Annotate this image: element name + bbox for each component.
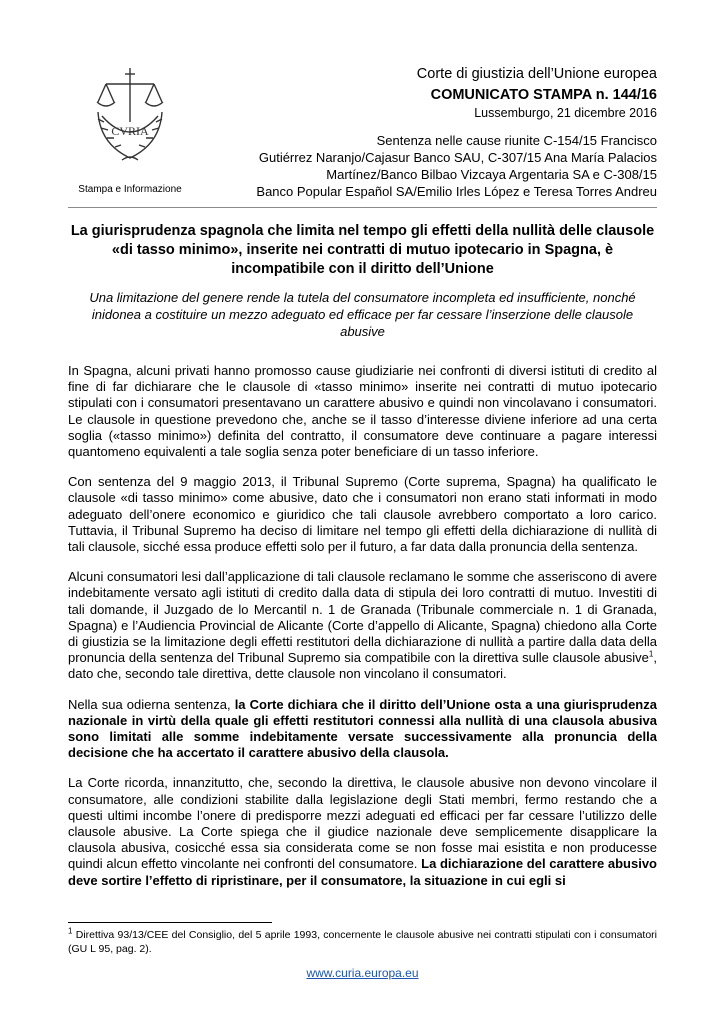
paragraph-text: La Corte ricorda, innanzitutto, che, secondo la direttiva, le clausole abusive non devono vincolare il consumatore, alle condizioni stabilite dalla legislazione degli Stati membri, fermo restando che a questi ultimi incombe l’onere di predisporre mezzi adeguati ed efficaci per far cessare l’utilizzo delle clausole abusive. La Corte spiega che il giudice nazionale deve semplicemente disapplicare la clausola abusiva, cosicché essa sia considerata come se non fosse mai esistita e non producesse quindi alcun effetto vincolante nei confronti del consumatore. xyxy=(68,775,657,872)
footnote-divider xyxy=(68,922,272,923)
paragraph xyxy=(68,569,657,682)
court-name: Corte di giustizia dell’Unione europea xyxy=(416,66,657,82)
case-line: Gutiérrez Naranjo/Cajasur Banco SAU, C-307/15 Ana María Palacios xyxy=(258,150,657,165)
case-line: Sentenza nelle cause riunite C-154/15 Francisco xyxy=(376,133,657,148)
ruling-highlight: la Corte dichiara che il diritto dell’Unione osta a una giurisprudenza nazionale in virtù della quale gli effetti restitutori connessi alla nullità di una clausola abusiva sono limitati alle somme indebitamente versate successivamente alla pronuncia della decisione che ha accertato il carattere abusivo della clausola. xyxy=(68,696,657,761)
logo-text: CVRIA xyxy=(111,124,149,138)
headline: La giurisprudenza spagnola che limita nel tempo gli effetti della nullità delle clausole «di tasso minimo», inserite nei contratti di mutuo ipotecario in Spagna, è incompatibile con il diritto dell’Unione xyxy=(70,223,655,277)
paragraph: In Spagna, alcuni privati hanno promosso cause giudiziarie nei confronti di diversi istituti di credito al fine di far dichiarare che le clausole di «tasso minimo» inserite nei contratti di mutuo ipotecario stipulati con i consumatori presentavano un carattere abusivo e quindi non vincolavano i consumatori. Le clausole in questione prevedono che, anche se il tasso d’interesse diviene inferiore ad una certa soglia («tasso minimo») definita del contratto, il consumatore deve continuare a pagare interessi quantomeno equivalenti a tale soglia senza poter beneficiare di un tasso inferiore. xyxy=(68,363,657,460)
paragraph xyxy=(68,775,657,888)
paragraph xyxy=(68,697,657,762)
case-line: Banco Popular Español SA/Emilio Irles López e Teresa Torres Andreu xyxy=(256,184,657,199)
header-divider xyxy=(68,207,657,208)
website-link[interactable]: www.curia.europa.eu xyxy=(306,966,419,980)
curia-logo xyxy=(88,62,172,172)
bold-statement: La dichiarazione del carattere abusivo deve sortire l’effetto di ripristinare, per il consumatore, la situazione in cui egli si xyxy=(68,856,657,888)
footnote-text: Direttiva 93/13/CEE del Consiglio, del 5 aprile 1993, concernente le clausole abusive nei contratti stipulati con i consumatori (GU L 95, pag. 2). xyxy=(68,929,657,955)
case-line: Martínez/Banco Bilbao Vizcaya Argentaria SA e C-308/15 xyxy=(326,167,657,182)
press-release-number: COMUNICATO STAMPA n. 144/16 xyxy=(430,87,657,103)
scales-of-justice-icon xyxy=(88,62,172,172)
paragraph: Con sentenza del 9 maggio 2013, il Tribunal Supremo (Corte suprema, Spagna) ha qualificato le clausole «di tasso minimo» come abusive, dato che i consumatori non erano stati informati in modo adeguato dell’onere economico e giuridico che tali clausole avrebbero comportato a loro carico. Tuttavia, il Tribunal Supremo ha deciso di limitare nel tempo gli effetti della dichiarazione di nullità di tali clausole, sicché essa produce effetti solo per il futuro, a far data dalla pronuncia della sentenza. xyxy=(68,474,657,555)
paragraph-text: Alcuni consumatori lesi dall’applicazione di tali clausole reclamano le somme che asseriscono di avere indebitamente versato agli istituti di credito dalla data di stipula dei loro contratti di mutuo. Investiti di tali domande, il Juzgado de lo Mercantil n. 1 de Granada (Tribunale commerciale n. 1 di Granada, Spagna) e l’Audiencia Provincial de Alicante (Corte d’appello di Alicante, Spagna) chiedono alla Corte di giustizia se la limitazione degli effetti restitutori della dichiarazione di nullità a partire dalla data della pronuncia della sentenza del Tribunal Supremo sia compatibile con la direttiva sulle clausole abusive xyxy=(68,569,657,666)
case-reference xyxy=(237,132,657,200)
footnote-number: 1 xyxy=(68,926,73,936)
footnote xyxy=(68,926,657,956)
document-header xyxy=(237,66,657,200)
footnote-reference[interactable]: 1 xyxy=(648,649,654,659)
press-unit-caption: Stampa e Informazione xyxy=(78,184,182,195)
paragraph-text: Nella sua odierna sentenza, xyxy=(68,696,235,712)
subheadline: Una limitazione del genere rende la tutela del consumatore incompleta ed insufficiente, nonché inidonea a costituire un mezzo adeguato ed efficace per far cessare l’inserzione delle clausole abusive xyxy=(89,290,636,339)
paragraph-text: , dato che, secondo tale direttiva, dette clausole non vincolano il consumatori. xyxy=(68,650,657,682)
body-text xyxy=(68,363,657,903)
place-date: Lussemburgo, 21 dicembre 2016 xyxy=(474,106,657,120)
